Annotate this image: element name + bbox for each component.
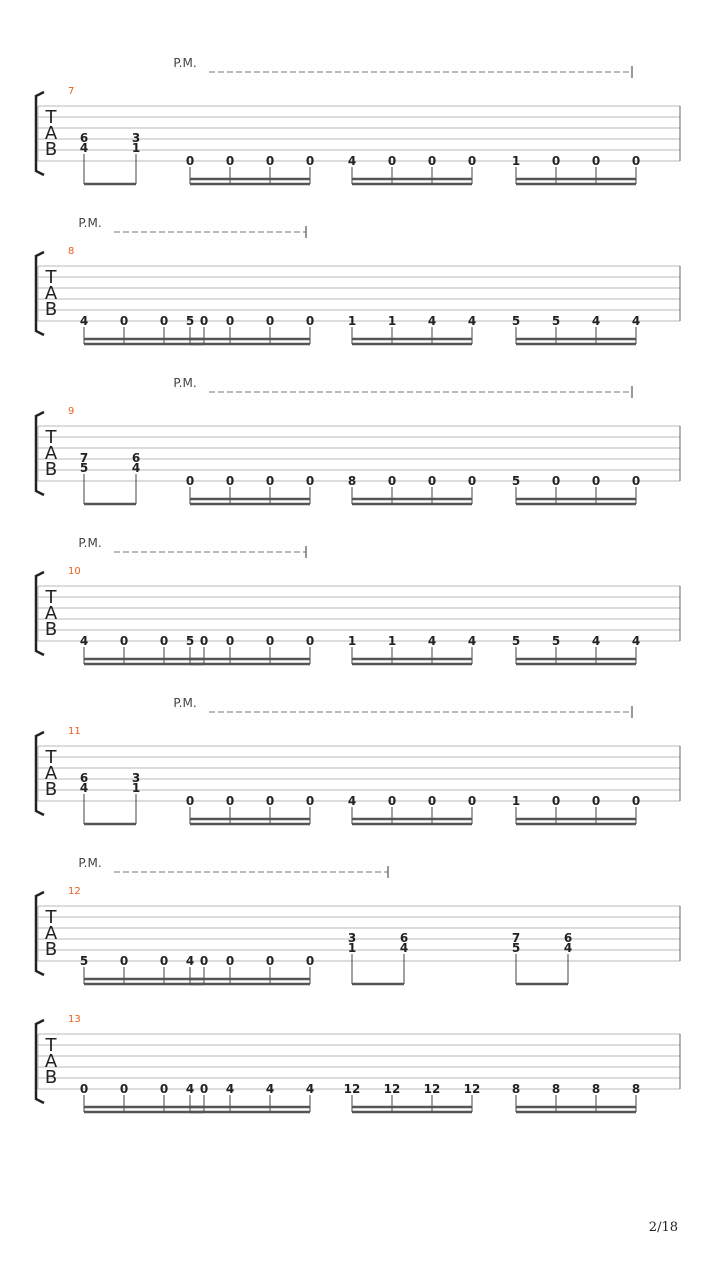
system-bracket: [36, 892, 44, 975]
fret-number: 0: [199, 634, 209, 648]
fret-number: 8: [631, 1082, 641, 1096]
fret-number: 4: [563, 941, 573, 955]
fret-number: 0: [185, 474, 195, 488]
fret-number: 4: [79, 141, 89, 155]
page-number: 2/18: [648, 1220, 678, 1235]
fret-number: 0: [305, 314, 315, 328]
fret-number: 4: [591, 634, 601, 648]
fret-number: 6: [79, 771, 89, 785]
fret-number: 5: [511, 474, 521, 488]
fret-number: 0: [427, 474, 437, 488]
fret-number: 0: [591, 794, 601, 808]
fret-number: 0: [387, 154, 397, 168]
fret-number: 3: [131, 131, 141, 145]
tab-system: [36, 376, 680, 504]
fret-number: 0: [119, 314, 129, 328]
fret-number: 5: [551, 634, 561, 648]
tab-clef-letter: A: [44, 283, 58, 304]
fret-number: 0: [159, 954, 169, 968]
tab-clef-letter: A: [44, 443, 58, 464]
fret-number: 0: [159, 1082, 169, 1096]
fret-number: 0: [551, 474, 561, 488]
fret-number: 0: [305, 474, 315, 488]
fret-number: 8: [511, 1082, 521, 1096]
fret-number: 1: [387, 634, 397, 648]
tab-clef-letter: T: [45, 907, 57, 928]
measure-number: 13: [68, 1014, 81, 1025]
tab-system: [36, 856, 680, 984]
fret-number: 12: [423, 1082, 441, 1096]
fret-number: 7: [79, 451, 89, 465]
fret-number: 0: [159, 634, 169, 648]
fret-number: 5: [185, 314, 195, 328]
fret-number: 3: [131, 771, 141, 785]
fret-number: 8: [551, 1082, 561, 1096]
fret-number: 0: [119, 954, 129, 968]
fret-number: 3: [347, 931, 357, 945]
fret-number: 0: [265, 954, 275, 968]
tab-system: [36, 696, 680, 824]
measure-number: 8: [68, 246, 75, 257]
fret-number: 0: [225, 634, 235, 648]
fret-number: 4: [631, 634, 641, 648]
fret-number: 4: [347, 154, 357, 168]
fret-number: 0: [591, 474, 601, 488]
fret-number: 0: [79, 1082, 89, 1096]
system-bracket: [36, 732, 44, 815]
tab-system: [36, 216, 680, 344]
fret-number: 5: [511, 941, 521, 955]
measure-number: 9: [68, 406, 75, 417]
fret-number: 0: [467, 794, 477, 808]
fret-number: 4: [305, 1082, 315, 1096]
palm-mute-label: P.M.: [173, 376, 197, 390]
fret-number: 4: [591, 314, 601, 328]
fret-number: 6: [563, 931, 573, 945]
palm-mute-label: P.M.: [78, 216, 102, 230]
fret-number: 5: [79, 954, 89, 968]
fret-number: 6: [131, 451, 141, 465]
fret-number: 7: [511, 931, 521, 945]
fret-number: 4: [265, 1082, 275, 1096]
fret-number: 0: [225, 794, 235, 808]
measure-number: 7: [68, 86, 75, 97]
tab-system: [36, 536, 680, 664]
fret-number: 4: [79, 634, 89, 648]
fret-number: 4: [79, 314, 89, 328]
system-bracket: [36, 252, 44, 335]
tab-clef-letter: A: [44, 763, 58, 784]
fret-number: 8: [591, 1082, 601, 1096]
fret-number: 0: [631, 474, 641, 488]
tab-clef-letter: B: [44, 779, 58, 800]
fret-number: 12: [383, 1082, 401, 1096]
fret-number: 0: [387, 474, 397, 488]
tab-clef-letter: T: [45, 267, 57, 288]
tab-clef-letter: B: [44, 1067, 58, 1088]
fret-number: 0: [185, 154, 195, 168]
system-bracket: [36, 1020, 44, 1103]
fret-number: 0: [467, 474, 477, 488]
fret-number: 0: [225, 154, 235, 168]
tab-clef-letter: A: [44, 123, 58, 144]
fret-number: 0: [387, 794, 397, 808]
fret-number: 1: [511, 794, 521, 808]
fret-number: 8: [347, 474, 357, 488]
palm-mute-label: P.M.: [173, 696, 197, 710]
fret-number: 0: [199, 1082, 209, 1096]
measure-number: 12: [68, 886, 81, 897]
tab-clef-letter: T: [45, 1035, 57, 1056]
fret-number: 12: [343, 1082, 361, 1096]
tab-clef-letter: T: [45, 107, 57, 128]
fret-number: 4: [225, 1082, 235, 1096]
fret-number: 1: [347, 941, 357, 955]
tab-clef-letter: A: [44, 923, 58, 944]
tab-clef-letter: B: [44, 459, 58, 480]
fret-number: 4: [131, 461, 141, 475]
fret-number: 0: [265, 474, 275, 488]
tab-clef-letter: B: [44, 619, 58, 640]
fret-number: 0: [305, 634, 315, 648]
fret-number: 0: [199, 954, 209, 968]
tab-clef-letter: T: [45, 587, 57, 608]
fret-number: 4: [427, 314, 437, 328]
fret-number: 0: [119, 634, 129, 648]
fret-number: 0: [551, 154, 561, 168]
fret-number: 5: [551, 314, 561, 328]
measure-number: 11: [68, 726, 81, 737]
fret-number: 5: [79, 461, 89, 475]
fret-number: 0: [265, 314, 275, 328]
measure-number: 10: [68, 566, 81, 577]
fret-number: 0: [305, 154, 315, 168]
fret-number: 0: [199, 314, 209, 328]
fret-number: 12: [463, 1082, 481, 1096]
fret-number: 0: [467, 154, 477, 168]
fret-number: 0: [551, 794, 561, 808]
fret-number: 6: [79, 131, 89, 145]
fret-number: 0: [427, 154, 437, 168]
fret-number: 5: [185, 634, 195, 648]
fret-number: 0: [185, 794, 195, 808]
fret-number: 4: [427, 634, 437, 648]
system-bracket: [36, 92, 44, 175]
tab-clef-letter: B: [44, 939, 58, 960]
tab-system: [36, 1014, 680, 1112]
fret-number: 4: [347, 794, 357, 808]
fret-number: 0: [305, 794, 315, 808]
fret-number: 0: [225, 474, 235, 488]
fret-number: 0: [265, 154, 275, 168]
system-bracket: [36, 572, 44, 655]
tab-system: [36, 56, 680, 184]
palm-mute-label: P.M.: [78, 536, 102, 550]
fret-number: 4: [79, 781, 89, 795]
fret-number: 4: [467, 314, 477, 328]
fret-number: 6: [399, 931, 409, 945]
fret-number: 4: [185, 1082, 195, 1096]
tab-clef-letter: A: [44, 603, 58, 624]
fret-number: 4: [185, 954, 195, 968]
fret-number: 0: [631, 154, 641, 168]
fret-number: 0: [225, 314, 235, 328]
fret-number: 0: [591, 154, 601, 168]
fret-number: 0: [265, 794, 275, 808]
tab-clef-letter: B: [44, 299, 58, 320]
fret-number: 0: [305, 954, 315, 968]
fret-number: 1: [387, 314, 397, 328]
fret-number: 1: [347, 314, 357, 328]
fret-number: 1: [131, 141, 141, 155]
fret-number: 1: [131, 781, 141, 795]
fret-number: 4: [467, 634, 477, 648]
tab-clef-letter: T: [45, 747, 57, 768]
fret-number: 0: [119, 1082, 129, 1096]
tab-clef-letter: B: [44, 139, 58, 160]
fret-number: 4: [631, 314, 641, 328]
fret-number: 0: [631, 794, 641, 808]
fret-number: 1: [347, 634, 357, 648]
fret-number: 0: [159, 314, 169, 328]
fret-number: 5: [511, 634, 521, 648]
tab-clef-letter: T: [45, 427, 57, 448]
palm-mute-label: P.M.: [78, 856, 102, 870]
system-bracket: [36, 412, 44, 495]
fret-number: 1: [511, 154, 521, 168]
tab-clef-letter: A: [44, 1051, 58, 1072]
fret-number: 0: [427, 794, 437, 808]
fret-number: 0: [265, 634, 275, 648]
fret-number: 4: [399, 941, 409, 955]
fret-number: 5: [511, 314, 521, 328]
fret-number: 0: [225, 954, 235, 968]
palm-mute-label: P.M.: [173, 56, 197, 70]
